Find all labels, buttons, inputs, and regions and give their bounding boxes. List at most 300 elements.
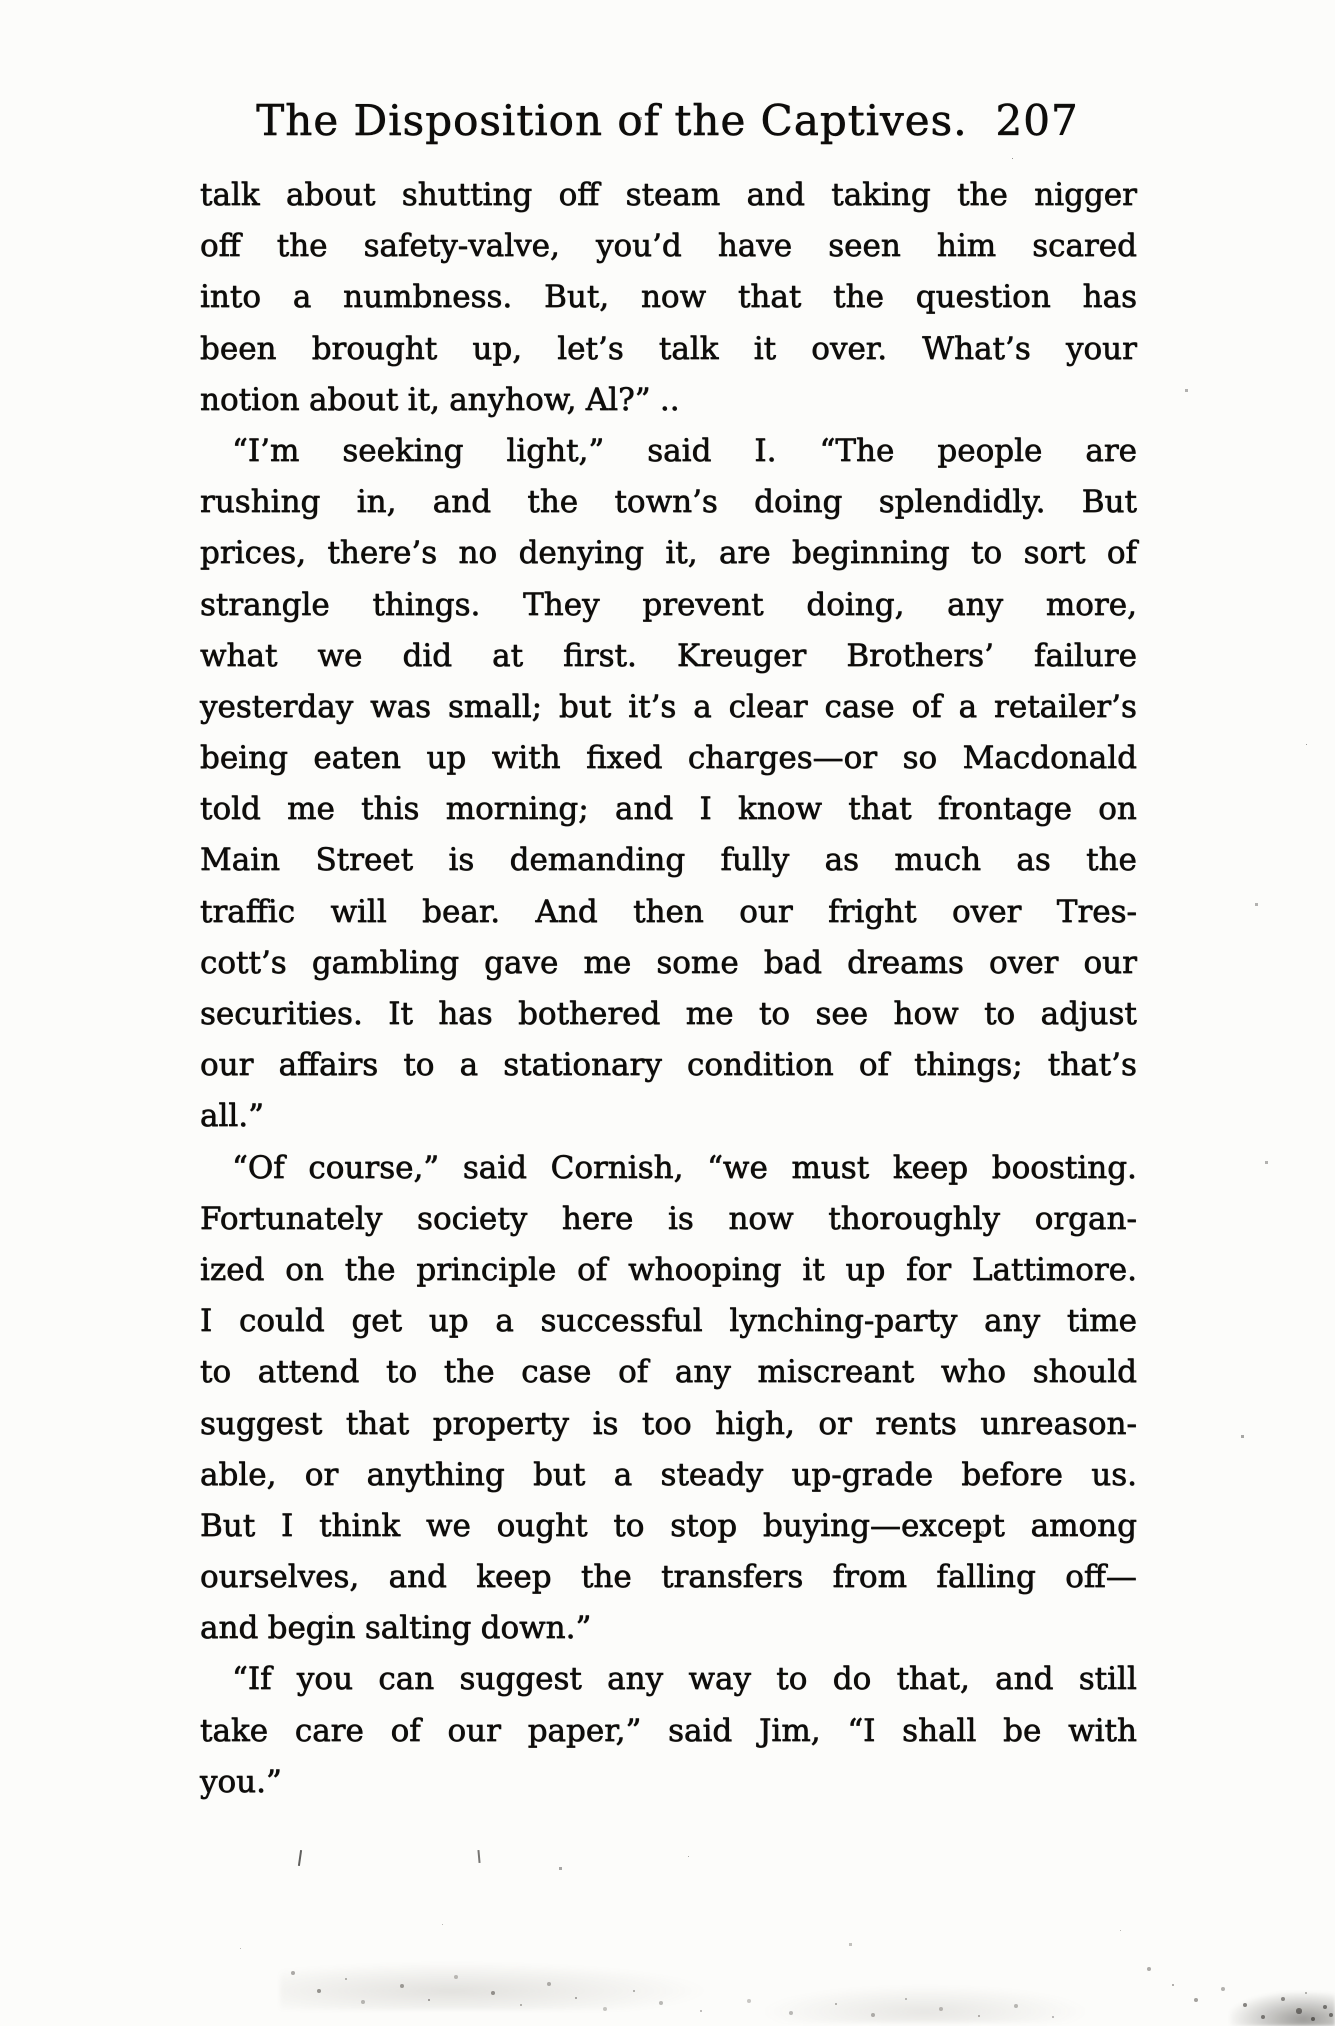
word: to (613, 1507, 645, 1544)
text-line (200, 1757, 1137, 1808)
word: retailer’s (994, 688, 1137, 725)
word: could (238, 1303, 325, 1340)
word: me (287, 791, 335, 828)
word: think (319, 1507, 401, 1544)
word: attend (257, 1354, 360, 1391)
word: keep (892, 1149, 969, 1186)
text-line (200, 221, 1137, 272)
word: to (984, 996, 1016, 1032)
word: first. (563, 637, 637, 674)
word: falling (936, 1559, 1036, 1596)
word: Fortunately (200, 1200, 383, 1237)
word: small; (448, 688, 543, 725)
word: any (607, 1661, 664, 1698)
word: me (583, 944, 632, 981)
word: Kreuger (676, 637, 807, 674)
word: but (533, 1456, 586, 1493)
word: you.” (200, 1763, 282, 1800)
word: of (911, 688, 942, 725)
word: scared (1032, 228, 1137, 265)
word: miscreant (757, 1354, 915, 1391)
word: fully (720, 842, 790, 879)
scan-speckles-bottom (0, 0, 2, 2)
word: are (719, 535, 771, 572)
word: bad (763, 944, 822, 981)
word: course,” (308, 1149, 440, 1186)
word: in, (356, 484, 397, 521)
word: suggest (459, 1661, 582, 1698)
word: will (330, 893, 387, 930)
word: it (753, 330, 777, 367)
word: But, (544, 279, 610, 316)
word: told (200, 791, 261, 828)
word: can (378, 1661, 435, 1698)
word: seen (828, 228, 901, 265)
word: frontage (937, 791, 1072, 828)
word: any (984, 1303, 1041, 1340)
word: “I’m (232, 432, 300, 469)
text-line (200, 170, 1137, 221)
word: organ- (1034, 1200, 1137, 1237)
word: here (561, 1200, 634, 1237)
word: you’d (595, 228, 682, 265)
word: let’s (557, 330, 624, 367)
word: suggest (200, 1405, 323, 1442)
word: gave (484, 944, 559, 981)
word: a (613, 1456, 633, 1493)
word: prices, (200, 535, 307, 572)
word: of (1106, 535, 1137, 572)
word: the (580, 1559, 632, 1596)
word: shall (902, 1712, 977, 1749)
word: said (647, 432, 712, 469)
scan-smudge-left (280, 1962, 710, 2010)
word: the (833, 279, 884, 316)
word: begin (267, 1610, 356, 1647)
word: paper,” (527, 1712, 642, 1749)
word: from (832, 1559, 907, 1596)
word: the (344, 1251, 396, 1288)
word: yesterday (200, 688, 354, 725)
word: sort (1023, 535, 1086, 572)
text-line (200, 1501, 1137, 1552)
word: over (989, 944, 1059, 981)
word: anything (366, 1456, 505, 1493)
word: case (824, 688, 895, 725)
word: me (685, 996, 734, 1032)
text-line (200, 784, 1137, 835)
text-line (200, 1347, 1137, 1398)
word: did (402, 637, 453, 674)
word: has (438, 996, 493, 1032)
word: able, (200, 1456, 277, 1493)
word: to (403, 1047, 435, 1084)
text-line (200, 631, 1137, 682)
text-line (200, 426, 1137, 477)
word: said (668, 1712, 733, 1749)
word: buying—except (762, 1507, 1005, 1544)
word: a (495, 1303, 514, 1340)
word: Macdonald (962, 740, 1137, 777)
word: up (428, 1303, 469, 1340)
word: been (200, 330, 277, 367)
word: some (656, 944, 739, 981)
word: over (952, 893, 1022, 930)
word: about (308, 381, 399, 418)
word: to (386, 1354, 418, 1391)
word: among (1030, 1507, 1137, 1544)
text-line (200, 1450, 1137, 1501)
word: is (592, 1405, 619, 1442)
word: They (523, 586, 600, 623)
text-line (200, 272, 1137, 323)
word: property (432, 1405, 570, 1442)
word: of (618, 1354, 649, 1391)
word: being (200, 740, 288, 777)
word: said (462, 1149, 527, 1186)
word: talk (658, 330, 719, 367)
word: but (559, 688, 612, 725)
word: condition (687, 1047, 834, 1084)
word: is (448, 842, 475, 879)
word: with (491, 740, 561, 777)
word: numbness. (343, 279, 513, 316)
word: should (1032, 1354, 1137, 1391)
word: with (1068, 1712, 1137, 1749)
word: boosting. (991, 1149, 1137, 1186)
text-line (200, 989, 1137, 1040)
word: a (292, 279, 312, 316)
word: time (1066, 1303, 1137, 1340)
text-line (200, 324, 1137, 375)
paragraph (200, 426, 1137, 1143)
word: before (961, 1456, 1063, 1493)
text-line (200, 375, 1137, 426)
word: I (281, 1507, 294, 1544)
word: our (739, 893, 793, 930)
text-line (200, 528, 1137, 579)
word: Main (200, 842, 281, 879)
word: rents (875, 1405, 957, 1442)
word: the (1086, 842, 1137, 879)
word: Street (315, 842, 414, 879)
word: has (1082, 279, 1137, 316)
word: splendidly. (878, 484, 1046, 521)
word: still (1078, 1661, 1137, 1698)
word: fright (828, 893, 917, 930)
word: keep (476, 1559, 552, 1596)
scan-stray-mark (477, 1850, 480, 1863)
word: our (1083, 944, 1137, 981)
word: gambling (311, 944, 460, 981)
word: and (995, 1661, 1054, 1698)
word: the (443, 1354, 495, 1391)
word: things; (914, 1047, 1023, 1084)
word: to (200, 1354, 232, 1391)
word: successful (540, 1303, 703, 1340)
word: and (614, 791, 674, 828)
word: ourselves, (200, 1559, 360, 1596)
word: whooping (628, 1251, 782, 1288)
word: unreason- (980, 1405, 1137, 1442)
word: who (940, 1354, 1007, 1391)
word: of (390, 1712, 421, 1749)
word: now (728, 1200, 794, 1237)
word: salting (364, 1610, 472, 1647)
text-line (200, 477, 1137, 528)
word: it, (407, 381, 440, 418)
word: and (200, 1610, 259, 1647)
word: “I (847, 1712, 876, 1749)
word: a (459, 1047, 479, 1084)
word: high, (715, 1405, 795, 1442)
word: the (527, 484, 579, 521)
word: the (276, 228, 328, 265)
word: for (906, 1251, 952, 1288)
word: any (947, 586, 1004, 623)
word: I. (754, 432, 777, 469)
word: too (641, 1405, 692, 1442)
word: much (894, 842, 982, 879)
word: of (577, 1251, 608, 1288)
word: have (717, 228, 793, 265)
word: we (425, 1507, 471, 1544)
word: steam (625, 177, 721, 213)
word: a (958, 688, 978, 725)
word: your (1065, 330, 1137, 367)
word: town’s (614, 484, 718, 521)
word: “If (232, 1661, 272, 1698)
word: Lattimore. (971, 1251, 1137, 1288)
word: that (737, 279, 802, 316)
word: over. (811, 330, 888, 367)
word: to (776, 1661, 808, 1698)
word: how (893, 996, 959, 1032)
word: question (915, 279, 1051, 316)
word: must (791, 1149, 870, 1186)
word: that (848, 791, 912, 828)
word: securities. (200, 996, 363, 1032)
word: more, (1045, 586, 1137, 623)
word: morning; (445, 791, 589, 828)
word: see (815, 996, 869, 1032)
text-line (200, 1143, 1137, 1194)
text-line (200, 1091, 1137, 1142)
word: things. (372, 586, 481, 623)
word: it (802, 1251, 825, 1288)
word: you (296, 1661, 354, 1698)
word: lynching-party (729, 1303, 958, 1340)
word: us. (1091, 1456, 1137, 1493)
word: off (558, 177, 600, 213)
word: I (699, 791, 712, 828)
word: ought (496, 1507, 588, 1544)
page-number: 207 (995, 96, 1079, 145)
text-line (200, 1654, 1137, 1705)
word: up-grade (791, 1456, 934, 1493)
word: “we (707, 1149, 768, 1186)
word: our (200, 1047, 254, 1084)
word: up, (472, 330, 523, 367)
text-line (200, 1399, 1137, 1450)
word: way (688, 1661, 751, 1698)
scan-speckles-scattered (0, 0, 1, 1)
word: people (937, 432, 1043, 469)
word: beginning (792, 535, 950, 572)
word: charges—or (687, 740, 878, 777)
word: affairs (278, 1047, 379, 1084)
word: bothered (518, 996, 661, 1032)
word: there’s (327, 535, 438, 572)
word: But (1081, 484, 1137, 521)
text-line (200, 682, 1137, 733)
word: seeking (342, 432, 464, 469)
text-line (200, 887, 1137, 938)
word: It (388, 996, 413, 1032)
text-line (200, 1040, 1137, 1091)
word: know (738, 791, 822, 828)
text-line (200, 1245, 1137, 1296)
word: .. (659, 381, 680, 418)
word: fixed (586, 740, 663, 777)
word: is (667, 1200, 694, 1237)
word: get (351, 1303, 403, 1340)
word: no (458, 535, 498, 572)
word: so (902, 740, 938, 777)
word: up (426, 740, 467, 777)
word: do (832, 1661, 872, 1698)
word: principle (416, 1251, 557, 1288)
word: prevent (642, 586, 764, 623)
word: off— (1065, 1559, 1137, 1596)
scan-smudge-mid (760, 1985, 1090, 2023)
word: take (200, 1712, 269, 1749)
word: at (492, 637, 524, 674)
word: strangle (200, 586, 330, 623)
word: Jim, (758, 1712, 821, 1749)
word: care (294, 1712, 364, 1749)
text-line (200, 938, 1137, 989)
text-line (200, 1706, 1137, 1757)
word: “Of (232, 1149, 285, 1186)
word: about (286, 177, 376, 213)
word: it’s (628, 688, 677, 725)
word: taking (831, 177, 931, 213)
word: nigger (1034, 177, 1137, 213)
word: now (640, 279, 707, 316)
word: this (361, 791, 420, 828)
word: on (285, 1251, 324, 1288)
word: on (1098, 791, 1137, 828)
word: rushing (200, 484, 321, 521)
word: and (746, 177, 805, 213)
word: brought (311, 330, 438, 367)
word: the (957, 177, 1008, 213)
word: demanding (509, 842, 686, 879)
word: stationary (503, 1047, 662, 1084)
word: Tres- (1056, 893, 1137, 930)
text-line (200, 1296, 1137, 1347)
word: Cornish, (550, 1149, 684, 1186)
word: it, (665, 535, 698, 572)
word: and (432, 484, 492, 521)
word: to (758, 996, 791, 1032)
word: adjust (1040, 996, 1137, 1032)
word: What’s (922, 330, 1031, 367)
word: talk (200, 177, 260, 213)
text-line (200, 733, 1137, 784)
word: are (1085, 432, 1137, 469)
page-body (200, 170, 1137, 1808)
word: down.” (480, 1610, 592, 1647)
word: into (200, 279, 262, 316)
running-title: The Disposition of the Captives. (256, 96, 968, 145)
word: what (200, 637, 278, 674)
paragraph (200, 170, 1137, 426)
word: denying (518, 535, 644, 572)
word: case (521, 1354, 592, 1391)
word: him (936, 228, 997, 265)
scan-stray-mark (298, 1850, 302, 1866)
word: light,” (506, 432, 605, 469)
word: failure (1034, 637, 1137, 674)
word: a (693, 688, 712, 725)
word: “The (819, 432, 895, 469)
word: then (633, 893, 704, 930)
word: traffic (200, 893, 296, 930)
word: our (447, 1712, 501, 1749)
word: clear (728, 688, 808, 725)
word: society (417, 1200, 528, 1237)
word: Al?” (585, 381, 651, 418)
word: off (200, 228, 241, 265)
word: I (200, 1303, 213, 1340)
text-line (200, 1552, 1137, 1603)
word: we (317, 637, 363, 674)
word: eaten (313, 740, 401, 777)
word: was (370, 688, 432, 725)
word: as (824, 842, 860, 879)
word: any (674, 1354, 731, 1391)
word: to (971, 535, 1003, 572)
text-line (200, 1194, 1137, 1245)
word: dreams (847, 944, 964, 981)
page-header (0, 96, 1335, 145)
word: stop (670, 1507, 738, 1544)
word: doing, (806, 586, 905, 623)
word: cott’s (200, 944, 287, 981)
text-line (200, 580, 1137, 631)
word: bear. (422, 893, 501, 930)
word: notion (200, 381, 300, 418)
scan-smudge-corner (1230, 1992, 1335, 2026)
word: of (858, 1047, 890, 1084)
word: up (845, 1251, 886, 1288)
text-line (200, 835, 1137, 886)
word: as (1016, 842, 1051, 879)
word: But (200, 1507, 256, 1544)
word: or (304, 1456, 339, 1493)
word: safety-valve, (363, 228, 560, 265)
word: thoroughly (828, 1200, 1001, 1237)
word: Brothers’ (846, 637, 994, 674)
word: shutting (401, 177, 533, 213)
word: anyhow, (449, 381, 577, 418)
word: that (345, 1405, 410, 1442)
word: that, (896, 1661, 970, 1698)
word: steady (660, 1456, 764, 1493)
word: doing (754, 484, 843, 521)
